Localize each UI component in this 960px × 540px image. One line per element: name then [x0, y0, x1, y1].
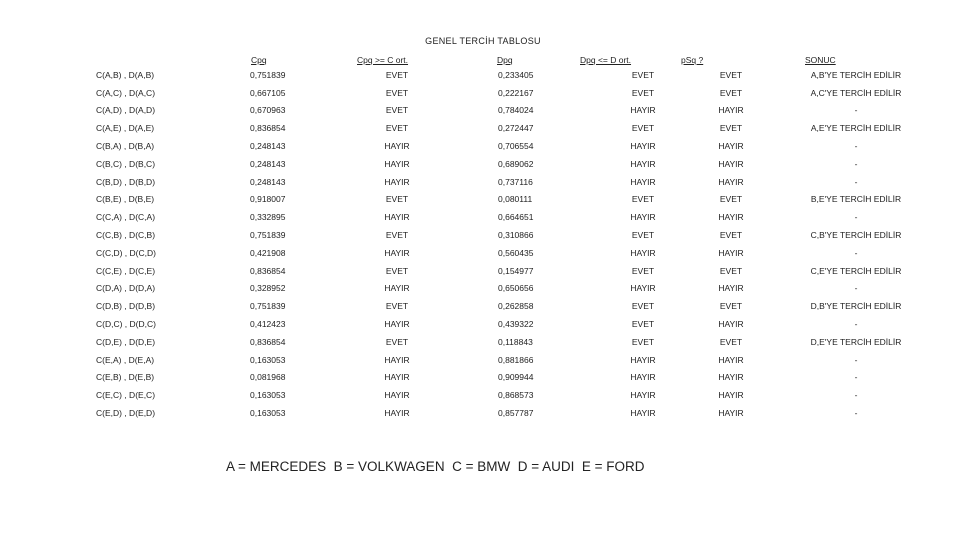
table-cell: C(E,C) , D(E,C): [96, 390, 156, 401]
table-cell: 0,421908: [250, 247, 286, 258]
table-row: [96, 173, 946, 191]
table-cell: HAYIR: [718, 212, 744, 223]
table-cell: 0,664651: [498, 212, 534, 223]
table-cell: 0,667105: [250, 87, 286, 98]
table-cell: 0,918007: [250, 194, 286, 205]
table-cell: 0,836854: [250, 336, 286, 347]
table-cell: -: [854, 105, 858, 116]
table-cell: EVET: [631, 87, 655, 98]
table-cell: 0,412423: [250, 319, 286, 330]
table-cell: HAYIR: [630, 247, 656, 258]
table-cell: EVET: [385, 123, 409, 134]
table-row: [96, 369, 946, 387]
preference-table: [96, 66, 946, 422]
table-cell: HAYIR: [384, 158, 410, 169]
header-c-compare: Cpq >= C ort.: [357, 55, 409, 65]
table-cell: -: [854, 354, 858, 365]
table-cell: 0,751839: [250, 230, 286, 241]
table-cell: 0,310866: [498, 230, 534, 241]
table-cell: C(E,B) , D(E,B): [96, 372, 155, 383]
table-cell: 0,332895: [250, 212, 286, 223]
table-row: [96, 66, 946, 84]
table-cell: -: [854, 247, 858, 258]
table-cell: 0,670963: [250, 105, 286, 116]
table-cell: C(A,E) , D(A,E): [96, 123, 155, 134]
table-cell: HAYIR: [630, 283, 656, 294]
table-cell: -: [854, 176, 858, 187]
table-row: [96, 244, 946, 262]
table-cell: HAYIR: [630, 105, 656, 116]
table-cell: 0,737116: [498, 176, 533, 187]
table-cell: 0,222167: [498, 87, 534, 98]
table-cell: -: [854, 372, 858, 383]
table-cell: EVET: [385, 336, 409, 347]
table-cell: C(C,D) , D(C,D): [96, 247, 156, 258]
table-cell: EVET: [631, 265, 655, 276]
table-cell: 0,080111: [498, 194, 533, 205]
table-cell: EVET: [631, 319, 655, 330]
table-row: [96, 155, 946, 173]
table-title: GENEL TERCİH TABLOSU: [425, 36, 541, 46]
table-cell: C(E,D) , D(E,D): [96, 408, 156, 419]
table-cell: 0,689062: [498, 158, 534, 169]
table-cell: -: [854, 283, 858, 294]
table-cell: HAYIR: [630, 176, 656, 187]
table-cell: HAYIR: [384, 283, 410, 294]
table-cell: C(C,A) , D(C,A): [96, 212, 156, 223]
table-cell: 0,560435: [498, 247, 534, 258]
table-cell: -: [854, 408, 858, 419]
table-cell: C(B,E) , D(B,E): [96, 194, 155, 205]
table-row: [96, 333, 946, 351]
table-cell: HAYIR: [384, 408, 410, 419]
header-d-compare: Dpq <= D ort.: [580, 55, 632, 65]
table-cell: EVET: [719, 194, 743, 205]
table-cell: C(C,B) , D(C,B): [96, 230, 156, 241]
table-cell: D,E'YE TERCİH EDİLİR: [810, 336, 902, 347]
table-cell: C(E,A) , D(E,A): [96, 354, 155, 365]
table-cell: A,B'YE TERCİH EDİLİR: [810, 69, 902, 80]
table-cell: HAYIR: [718, 283, 744, 294]
table-cell: HAYIR: [384, 390, 410, 401]
table-cell: HAYIR: [718, 390, 744, 401]
header-dpq: Dpq: [497, 55, 513, 65]
table-cell: HAYIR: [718, 408, 744, 419]
table-cell: HAYIR: [718, 176, 744, 187]
table-cell: A,C'YE TERCİH EDİLİR: [810, 87, 902, 98]
table-cell: 0,081968: [250, 372, 286, 383]
table-cell: A,E'YE TERCİH EDİLİR: [810, 123, 902, 134]
table-cell: C(B,D) , D(B,D): [96, 176, 156, 187]
table-cell: 0,163053: [250, 354, 286, 365]
table-cell: HAYIR: [384, 354, 410, 365]
table-cell: EVET: [385, 194, 409, 205]
table-cell: 0,706554: [498, 141, 534, 152]
table-row: [96, 84, 946, 102]
table-cell: HAYIR: [718, 141, 744, 152]
table-cell: HAYIR: [630, 141, 656, 152]
table-cell: EVET: [719, 123, 743, 134]
table-cell: C(A,D) , D(A,D): [96, 105, 156, 116]
header-psq: pSq ?: [681, 55, 704, 65]
table-row: [96, 208, 946, 226]
table-cell: C,B'YE TERCİH EDİLİR: [810, 230, 902, 241]
table-cell: EVET: [631, 301, 655, 312]
table-cell: 0,836854: [250, 123, 286, 134]
table-cell: 0,650656: [498, 283, 534, 294]
table-cell: EVET: [719, 336, 743, 347]
header-sonuc: SONUC: [805, 55, 836, 65]
table-cell: 0,248143: [250, 176, 286, 187]
table-cell: EVET: [719, 265, 743, 276]
table-cell: C(C,E) , D(C,E): [96, 265, 156, 276]
table-cell: 0,439322: [498, 319, 534, 330]
table-cell: HAYIR: [384, 247, 410, 258]
table-cell: HAYIR: [630, 212, 656, 223]
table-cell: EVET: [719, 87, 743, 98]
table-cell: EVET: [719, 301, 743, 312]
table-cell: -: [854, 158, 858, 169]
table-cell: EVET: [385, 87, 409, 98]
table-row: [96, 226, 946, 244]
table-cell: HAYIR: [384, 141, 410, 152]
table-cell: C(A,C) , D(A,C): [96, 87, 156, 98]
table-cell: HAYIR: [718, 372, 744, 383]
table-cell: 0,784024: [498, 105, 534, 116]
brand-legend: A = MERCEDES B = VOLKWAGEN C = BMW D = AUDI E = FORD: [226, 459, 645, 474]
table-cell: HAYIR: [630, 354, 656, 365]
table-cell: EVET: [631, 194, 655, 205]
table-cell: 0,328952: [250, 283, 286, 294]
table-cell: 0,248143: [250, 158, 286, 169]
table-cell: C(A,B) , D(A,B): [96, 69, 155, 80]
table-cell: 0,233405: [498, 69, 534, 80]
table-cell: 0,751839: [250, 69, 286, 80]
table-cell: D,B'YE TERCİH EDİLİR: [810, 301, 902, 312]
table-cell: HAYIR: [718, 158, 744, 169]
table-cell: EVET: [719, 69, 743, 80]
table-row: [96, 404, 946, 422]
table-cell: 0,881866: [498, 354, 534, 365]
table-cell: 0,163053: [250, 408, 286, 419]
table-cell: HAYIR: [718, 354, 744, 365]
table-cell: EVET: [631, 123, 655, 134]
table-cell: C(D,A) , D(D,A): [96, 283, 156, 294]
table-cell: HAYIR: [384, 319, 410, 330]
table-row: [96, 119, 946, 137]
table-row: [96, 137, 946, 155]
table-cell: C(D,C) , D(D,C): [96, 319, 156, 330]
table-row: [96, 262, 946, 280]
table-row: [96, 102, 946, 120]
table-row: [96, 280, 946, 298]
table-cell: 0,909944: [498, 372, 534, 383]
table-cell: EVET: [385, 301, 409, 312]
table-cell: C(B,C) , D(B,C): [96, 158, 156, 169]
table-cell: EVET: [385, 230, 409, 241]
table-cell: C,E'YE TERCİH EDİLİR: [810, 265, 902, 276]
table-row: [96, 297, 946, 315]
table-cell: EVET: [719, 230, 743, 241]
table-row: [96, 386, 946, 404]
table-cell: EVET: [385, 105, 409, 116]
table-cell: -: [854, 319, 858, 330]
table-cell: 0,154977: [498, 265, 534, 276]
table-cell: 0,857787: [498, 408, 534, 419]
table-row: [96, 351, 946, 369]
table-cell: 0,751839: [250, 301, 286, 312]
header-cpq: Cpq: [251, 55, 267, 65]
table-cell: C(B,A) , D(B,A): [96, 141, 155, 152]
table-cell: C(D,E) , D(D,E): [96, 336, 156, 347]
table-cell: 0,248143: [250, 141, 286, 152]
table-cell: HAYIR: [630, 158, 656, 169]
table-cell: EVET: [631, 69, 655, 80]
table-cell: 0,868573: [498, 390, 534, 401]
table-row: [96, 191, 946, 209]
table-cell: EVET: [631, 336, 655, 347]
table-cell: 0,272447: [498, 123, 534, 134]
table-cell: HAYIR: [630, 372, 656, 383]
table-cell: HAYIR: [718, 247, 744, 258]
table-cell: 0,262858: [498, 301, 534, 312]
table-cell: -: [854, 390, 858, 401]
table-cell: EVET: [631, 230, 655, 241]
table-cell: B,E'YE TERCİH EDİLİR: [810, 194, 902, 205]
table-cell: 0,163053: [250, 390, 286, 401]
table-cell: HAYIR: [384, 372, 410, 383]
table-row: [96, 315, 946, 333]
table-cell: -: [854, 141, 858, 152]
table-cell: HAYIR: [630, 408, 656, 419]
table-cell: HAYIR: [384, 212, 410, 223]
table-cell: EVET: [385, 69, 409, 80]
table-cell: EVET: [385, 265, 409, 276]
table-cell: HAYIR: [718, 105, 744, 116]
table-cell: -: [854, 212, 858, 223]
table-cell: HAYIR: [384, 176, 410, 187]
table-cell: HAYIR: [630, 390, 656, 401]
table-cell: HAYIR: [718, 319, 744, 330]
table-cell: 0,836854: [250, 265, 286, 276]
table-cell: 0,118843: [498, 336, 533, 347]
table-cell: C(D,B) , D(D,B): [96, 301, 156, 312]
